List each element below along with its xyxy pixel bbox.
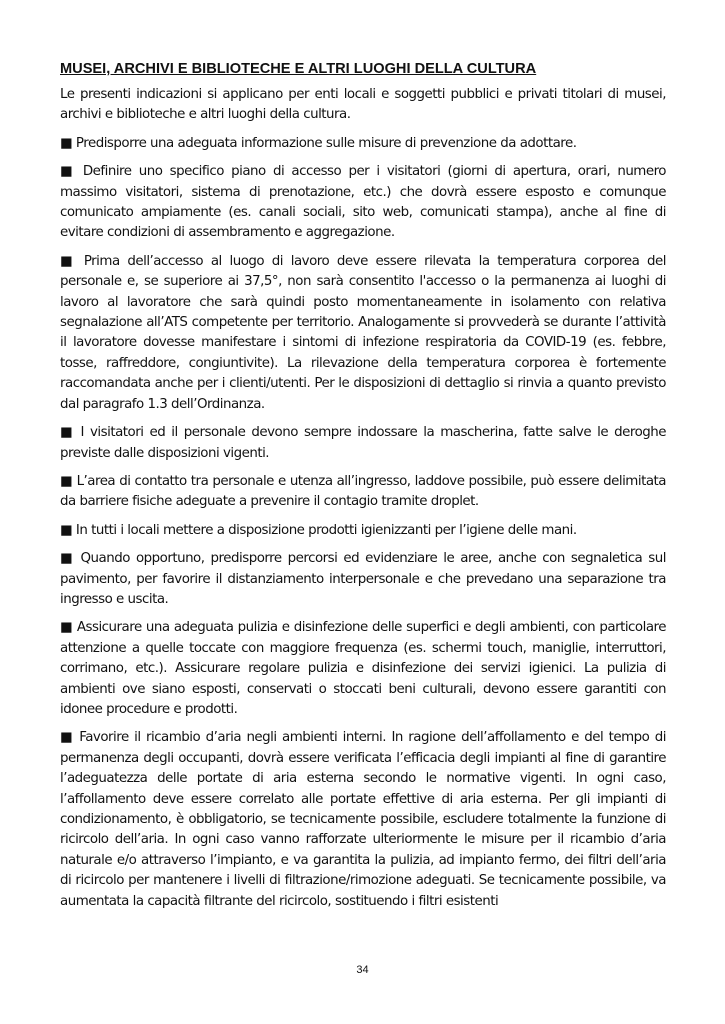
bullet-paragraph: ■ In tutti i locali mettere a disposizione prodotti igienizzanti per l’igiene delle mani. [60,522,577,538]
bullet-paragraph: ■ Definire uno specifico piano di accesso per i visitatori (giorni di apertura, orari, numero massimo visitatori, sistema di prenotazione, etc.) che dovrà essere esposto e comunque comunicato ampiamente (es. canali sociali, sito web, comunicati stampa), anche al fine di evitare condizioni di assembramento e aggregazione. [60,164,666,241]
bullet-paragraph: ■ L’area di contatto tra personale e utenza all’ingresso, laddove possibile, può essere delimitata da barriere fisiche adeguate a prevenire il contagio tramite droplet. [60,473,666,510]
bullet-paragraph: ■ Prima dell’accesso al luogo di lavoro deve essere rilevata la temperatura corporea del personale e, se superiore ai 37,5°, non sarà consentito l'accesso o la permanenza ai luoghi di lavoro al lavoratore che sarà quindi posto momentaneamente in isolamento con relativa segnalazione all’ATS competente per territorio. Analogamente si provvederà se durante l’attività il lavoratore dovesse manifestare i sintomi di infezione respiratoria da COVID-19 (es. febbre, tosse, raffreddore, congiuntivite). La rilevazione della temperatura corporea è fortemente raccomandata anche per i clienti/utenti. Per le disposizioni di dettaglio si rinvia a quanto previsto dal paragrafo 1.3 dell’Ordinanza. [60,253,666,412]
intro-paragraph: Le presenti indicazioni si applicano per enti locali e soggetti pubblici e privati titolari di musei, archivi e biblioteche e altri luoghi della cultura. [60,87,666,123]
bullet-paragraph: ■ Favorire il ricambio d’aria negli ambienti interni. In ragione dell’affollamento e del tempo di permanenza degli occupanti, dovrà essere verificata l’efficacia degli impianti al fine di garantire l’adeguatezza delle portate di aria esterna secondo le normative vigenti. In ogni caso, l’affollamento deve essere correlato alle portate effettive di aria esterna. Per gli impianti di condizionamento, è obbligatorio, se tecnicamente possibile, escludere totalmente la funzione di ricircolo dell’aria. In ogni caso vanno rafforzate ulteriormente le misure per il ricambio d’aria naturale e/o attraverso l’impianto, e va garantita la pulizia, ad impianto fermo, dei filtri dell’aria di ricircolo per mantenere i livelli di filtrazione/rimozione adeguati. Se tecnicamente possibile, va aumentata la capacità filtrante del ricircolo, sostituendo i filtri esistenti [60,730,666,909]
document-page [60,58,666,920]
bullet-paragraph: ■ I visitatori ed il personale devono sempre indossare la mascherina, fatte salve le deroghe previste dalle disposizioni vigenti. [60,425,666,461]
page-number: 34 [356,964,369,976]
bullet-paragraph: ■ Quando opportuno, predisporre percorsi ed evidenziare le aree, anche con segnaletica sul pavimento, per favorire il distanziamento interpersonale e che prevedano una separazione tra ingresso e uscita. [60,551,666,607]
bullet-paragraph: ■ Predisporre una adeguata informazione sulle misure di prevenzione da adottare. [60,135,577,151]
section-title: MUSEI, ARCHIVI E BIBLIOTECHE E ALTRI LUOGHI DELLA CULTURA [60,61,537,77]
bullet-paragraph: ■ Assicurare una adeguata pulizia e disinfezione delle superfici e degli ambienti, con particolare attenzione a quelle toccate con maggiore frequenza (es. schermi touch, maniglie, interruttori, corrimano, etc.). Assicurare regolare pulizia e disinfezione dei servizi igienici. La pulizia di ambienti ove siano esposti, conservati o stoccati beni culturali, devono essere garantiti con idonee procedure e prodotti. [60,620,666,717]
